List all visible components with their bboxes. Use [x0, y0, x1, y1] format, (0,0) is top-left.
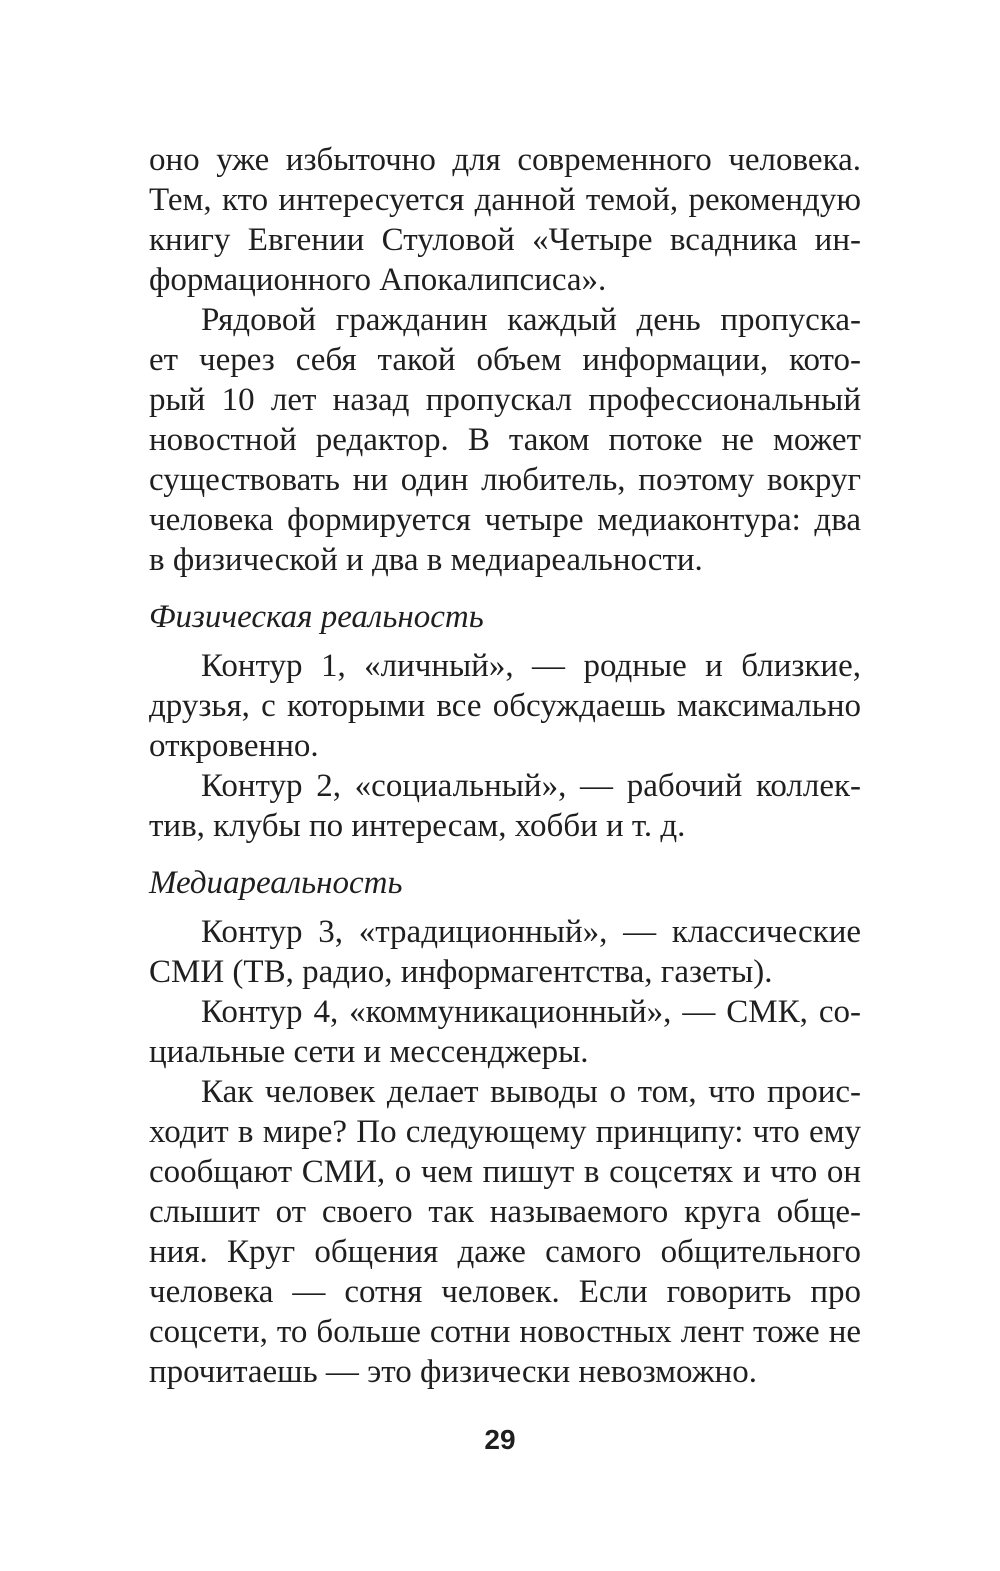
text-line: книгу Евгении Стуловой «Четыре всадника ин-	[149, 222, 861, 258]
text-line: ния. Круг общения даже самого общительного	[149, 1234, 861, 1270]
text-line: сообщают СМИ, о чем пишут в соцсетях и что он	[149, 1154, 861, 1190]
text-line: слышит от своего так называемого круга обще-	[149, 1194, 861, 1230]
paragraph-1	[149, 140, 861, 300]
text-line: Рядовой гражданин каждый день пропуска-	[201, 302, 861, 338]
text-line: человека формируется четыре медиаконтура: два	[149, 502, 861, 538]
text-line: рый 10 лет назад пропускал профессиональный	[149, 382, 861, 418]
text-line: новостной редактор. В таком потоке не может	[149, 422, 861, 458]
paragraph-2	[149, 300, 861, 580]
section-heading-physical-reality: Физическая реальность	[149, 599, 484, 635]
text-line: формационного Апокалипсиса».	[149, 262, 607, 298]
text-line: человека — сотня человек. Если говорить про	[149, 1274, 861, 1310]
text-line: соцсети, то больше сотни новостных лент тоже не	[149, 1314, 861, 1350]
text-line: друзья, с которыми все обсуждаешь максимально	[149, 688, 861, 724]
text-line: оно уже избыточно для современного человека.	[149, 142, 861, 178]
text-line: Контур 1, «личный», — родные и близкие,	[201, 648, 861, 684]
paragraph-6	[149, 992, 861, 1072]
text-line: тив, клубы по интересам, хобби и т. д.	[149, 808, 686, 844]
paragraph-5	[149, 912, 861, 992]
text-line: прочитаешь — это физически невозможно.	[149, 1354, 757, 1390]
text-line: Как человек делает выводы о том, что проис-	[201, 1074, 861, 1110]
text-line: циальные сети и мессенджеры.	[149, 1034, 589, 1070]
text-line: СМИ (ТВ, радио, информагентства, газеты).	[149, 954, 773, 990]
text-line: Контур 3, «традиционный», — классические	[201, 914, 861, 950]
paragraph-4	[149, 766, 861, 846]
section-heading-media-reality: Медиареальность	[149, 865, 403, 901]
text-line: существовать ни один любитель, поэтому вокруг	[149, 462, 861, 498]
text-line: Контур 2, «социальный», — рабочий коллек-	[201, 768, 861, 804]
text-line: ходит в мире? По следующему принципу: что ему	[149, 1114, 861, 1150]
paragraph-7	[149, 1072, 861, 1392]
text-line: ет через себя такой объем информации, кото-	[149, 342, 861, 378]
text-line: Контур 4, «коммуникационный», — СМК, со-	[201, 994, 861, 1030]
page-body	[149, 140, 861, 1392]
page-number: 29	[484, 1424, 516, 1455]
text-line: откровенно.	[149, 728, 319, 764]
text-line: Тем, кто интересуется данной темой, рекомендую	[149, 182, 861, 218]
paragraph-3	[149, 646, 861, 766]
text-line: в физической и два в медиареальности.	[149, 542, 703, 578]
